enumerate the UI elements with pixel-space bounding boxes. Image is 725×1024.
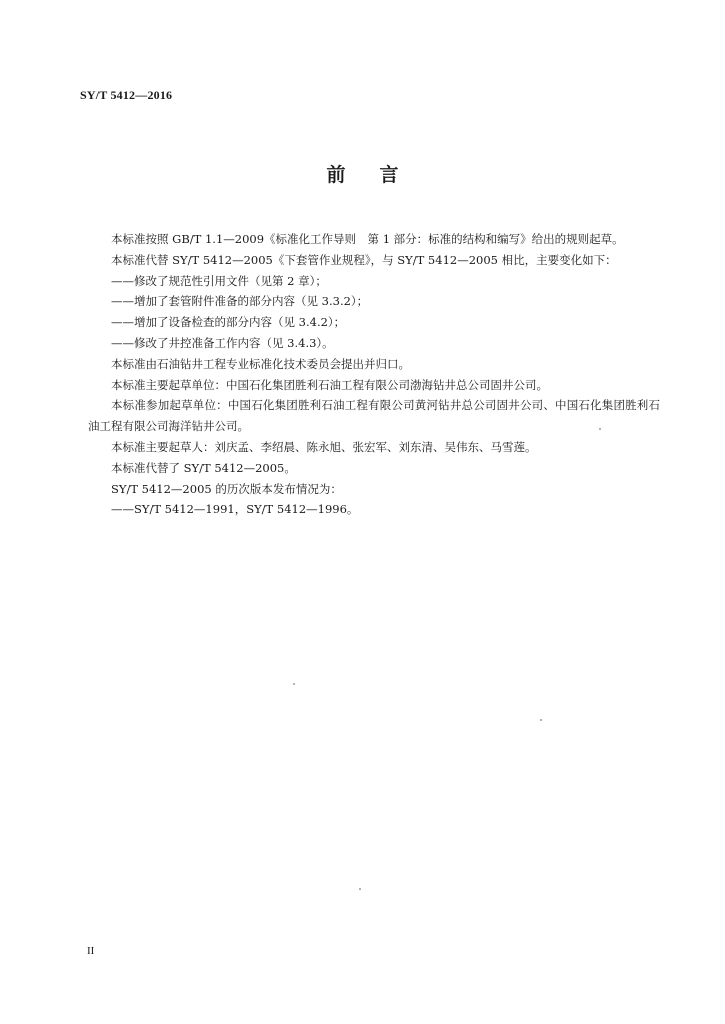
paragraph-drafting-rules: 本标准按照 GB/T 1.1—2009《标准化工作导则 第 1 部分：标准的结构和编写》给出的规则起草。 (111, 232, 624, 246)
scan-speck (540, 719, 542, 721)
paragraph-participating-units: 本标准参加起草单位：中国石化集团胜利石油工程有限公司黄河钻井总公司固井公司、中国石化集团胜利石油工程有限公司海洋钻井公司。 (88, 398, 660, 434)
paragraph-proposed-by: 本标准由石油钻井工程专业标准化技术委员会提出并归口。 (111, 356, 410, 371)
page-number: II (87, 945, 95, 957)
document-body (88, 229, 660, 520)
change-item: ——增加了设备检查的部分内容（见 3.4.2）； (111, 315, 346, 330)
scan-speck (293, 683, 295, 685)
paragraph-replaces-standard: 本标准代替 SY/T 5412—2005《下套管作业规程》，与 SY/T 5412—2005 相比，主要变化如下： (111, 252, 617, 267)
history-item: ——SY/T 5412—1991，SY/T 5412—1996。 (111, 502, 359, 517)
change-item: ——修改了规范性引用文件（见第 2 章）； (111, 273, 327, 288)
paragraph-replaced-standard: 本标准代替了 SY/T 5412—2005。 (111, 460, 296, 475)
paragraph-version-history-intro: SY/T 5412—2005 的历次版本发布情况为： (111, 481, 342, 496)
scan-speck (359, 888, 361, 890)
standard-code-header: SY/T 5412—2016 (80, 88, 173, 102)
page-title: 前言 (326, 164, 433, 186)
change-item: ——增加了套管附件准备的部分内容（见 3.3.2）； (111, 294, 369, 309)
paragraph-main-drafting-unit: 本标准主要起草单位：中国石化集团胜利石油工程有限公司渤海钻井总公司固井公司。 (111, 377, 548, 392)
scan-speck (599, 428, 601, 430)
paragraph-drafters: 本标准主要起草人：刘庆孟、李绍晨、陈永旭、张宏军、刘东清、吴伟东、马雪莲。 (111, 439, 537, 454)
change-item: ——修改了井控准备工作内容（见 3.4.3）。 (111, 335, 334, 350)
